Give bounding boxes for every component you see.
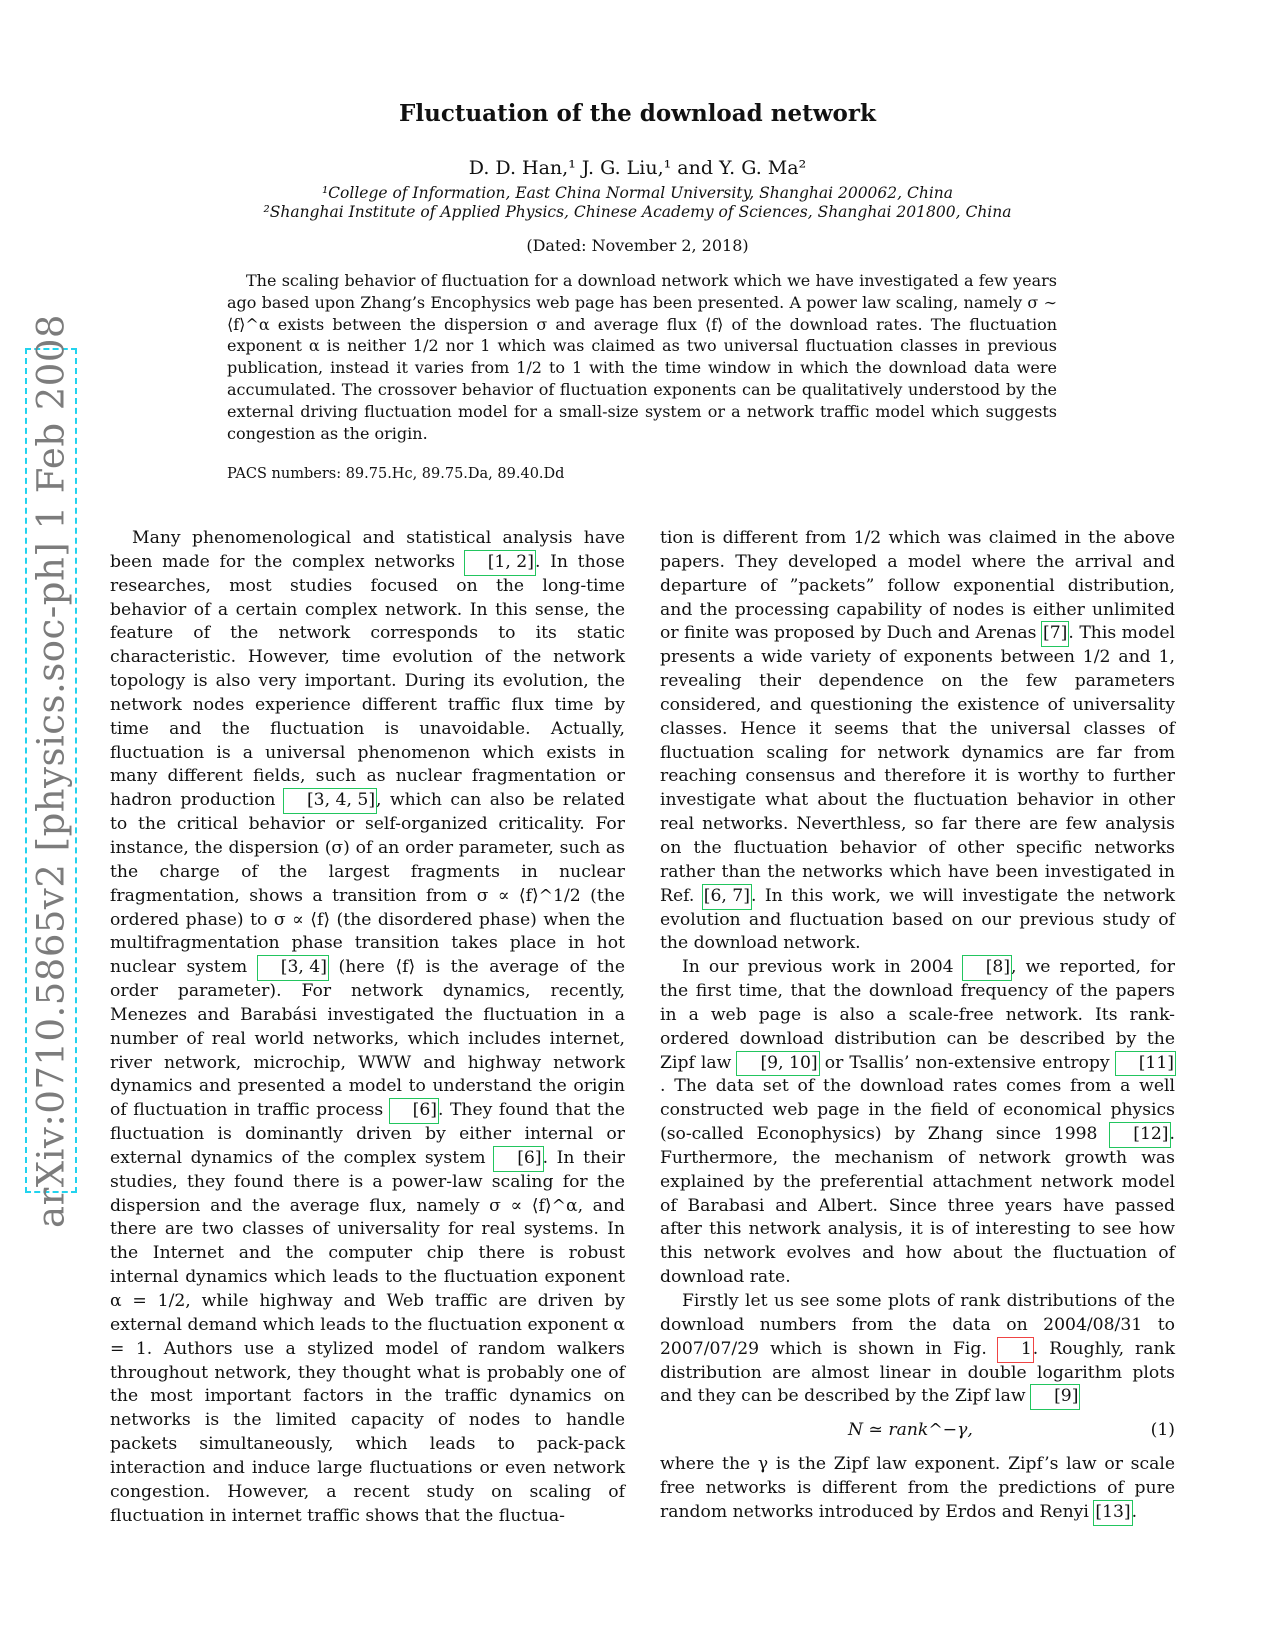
text-run: or Tsallis’ non-extensive entropy — [818, 1052, 1116, 1073]
body-paragraph — [660, 956, 1175, 1290]
arxiv-identifier: arXiv:0710.5865v2 [physics.soc-ph] 1 Feb 2008 — [29, 313, 73, 1228]
text-run: , we reported, for the first time, that the download frequency of the papers in a web page is also a scale-free network. Its rank-ordered download distribution can be described by the Zipf law — [660, 957, 1175, 1073]
affiliation-2: ²Shanghai Institute of Applied Physics, Chinese Academy of Sciences, Shanghai 201800, China — [263, 203, 1012, 221]
citation-link[interactable]: [7] — [1042, 622, 1068, 646]
text-run: . The data set of the download rates comes from a well constructed web page in the field of economical physics (so-called Econophysics) by Zhang since 1998 — [660, 1076, 1175, 1145]
citation-link[interactable]: [3, 4] — [258, 956, 328, 980]
body-paragraph — [660, 1290, 1175, 1409]
text-run: . They found that the fluctuation is dominantly driven by either internal or external dynamics of the complex system — [110, 1100, 625, 1168]
pacs-numbers: PACS numbers: 89.75.Hc, 89.75.Da, 89.40.Dd — [227, 466, 565, 482]
equation-1 — [660, 1409, 1175, 1453]
citation-link[interactable]: [6] — [494, 1147, 542, 1171]
citation-link[interactable]: [3, 4, 5] — [284, 789, 376, 813]
text-run: In our previous work in 2004 — [682, 957, 963, 978]
text-run: (here ⟨f⟩ is the average of the order parameter). For network dynamics, recently, Menezes and Barabási investigated the fluctuation in a number of real world networks, which includes internet, river network, microchip, WWW and highway network dynamics and presented a model to understand the origin of fluctuation in traffic process — [110, 957, 625, 1121]
text-run: . Furthermore, the mechanism of network growth was explained by the preferential attachment network model of Barabasi and Albert. Since three years have passed after this network analysis, it is of interesting to see how this network evolves and how about the fluctuation of download rate. — [660, 1124, 1175, 1288]
text-run: , which can also be related to the critical behavior or self-organized criticality. For instance, the dispersion (σ) of an order parameter, such as the charge of the largest fragments in nuclear fragmentation, shows a transition from σ ∝ ⟨f⟩^1/2 (the ordered phase) to σ ∝ ⟨f⟩ (the disordered phase) when the multifragmentation phase transition takes place in hot nuclear system — [110, 790, 625, 978]
citation-link[interactable]: [12] — [1110, 1123, 1169, 1147]
date-line: (Dated: November 2, 2018) — [526, 236, 749, 255]
equation-number: (1) — [1150, 1420, 1175, 1441]
text-run: tion is different from 1/2 which was claimed in the above papers. They developed a model where the arrival and departure of ”packets” follow exponential distribution, and the processing capability of nodes is either unlimited or finite was proposed by Duch and Arenas — [660, 528, 1175, 644]
equation-body: N ≃ rank^−γ, — [848, 1420, 973, 1441]
right-column — [660, 527, 1175, 1525]
citation-link[interactable]: [9] — [1031, 1385, 1079, 1409]
text-run: where the γ is the Zipf law exponent. Zipf’s law or scale free networks is different from the predictions of pure random networks introduced by Erdos and Renyi — [660, 1454, 1175, 1522]
text-run: Many phenomenological and statistical analysis have been made for the complex networks — [110, 528, 625, 572]
text-run: . — [1131, 1501, 1138, 1522]
text-run: Firstly let us see some plots of rank distributions of the download numbers from the data on 2004/08/31 to 2007/07/29 which is shown in Fig. — [660, 1291, 1175, 1359]
citation-link[interactable]: [11] — [1116, 1052, 1175, 1076]
affiliation-1: ¹College of Information, East China Normal University, Shanghai 200062, China — [321, 184, 954, 202]
body-paragraph — [660, 1453, 1175, 1525]
figure-link[interactable]: 1 — [998, 1338, 1033, 1362]
body-paragraph — [660, 527, 1175, 956]
text-run: . In this work, we will investigate the network evolution and fluctuation based on our previous study of the download network. — [660, 885, 1175, 954]
citation-link[interactable]: [6] — [390, 1099, 438, 1123]
text-run: . Roughly, rank distribution are almost linear in double logarithm plots and they can be described by the Zipf law — [660, 1338, 1176, 1407]
citation-link[interactable]: [6, 7] — [703, 885, 751, 909]
author-list: D. D. Han,¹ J. G. Liu,¹ and Y. G. Ma² — [468, 157, 807, 179]
body-paragraph — [110, 527, 625, 1528]
text-run: . In those researches, most studies focused on the long-time behavior of a certain complex network. In this sense, the feature of the network corresponds to its static characteristic. However, time evolution of the network topology is also very important. During its evolution, the network nodes experience different traffic flux time by time and the fluctuation is unavoidable. Actually, fluctuation is a universal phenomenon which exists in many different fields, such as nuclear fragmentation or hadron production — [110, 551, 625, 811]
left-column — [110, 527, 625, 1528]
text-run: . This model presents a wide variety of exponents between 1/2 and 1, revealing their dependence on the few parameters considered, and questioning the existence of universality classes. Hence it seems that the universal classes of fluctuation scaling for network dynamics are far from reaching consensus and therefore it is worthy to further investigate what about the fluctuation behavior in other real networks. Neverthless, so far there are few analysis on the fluctuation behavior of other specific networks rather than the networks which have been investigated in Ref. — [660, 623, 1175, 906]
citation-link[interactable]: [9, 10] — [737, 1052, 818, 1076]
arxiv-sidebar-stamp[interactable] — [25, 313, 77, 1228]
paper-title: Fluctuation of the download network — [399, 100, 876, 127]
citation-link[interactable]: [8] — [963, 956, 1011, 980]
citation-link[interactable]: [13] — [1094, 1501, 1131, 1525]
citation-link[interactable]: [1, 2] — [465, 551, 535, 575]
text-run: . In their studies, they found there is a power-law scaling for the dispersion and the average flux, namely σ ∝ ⟨f⟩^α, and there are two classes of universality for real systems. In the Internet and the computer chip there is robust internal dynamics which leads to the fluctuation exponent α = 1/2, while highway and Web traffic are driven by external demand which leads to the fluctuation exponent α = 1. Authors use a stylized model of random walkers throughout network, they thought what is probably one of the most important factors in the traffic dynamics on networks is the limited capacity of nodes to handle packets simultaneously, which leads to pack-pack interaction and induce large fluctuations or even network congestion. However, a recent study on scaling of fluctuation in internet traffic shows that the fluctua- — [110, 1147, 625, 1526]
abstract: The scaling behavior of fluctuation for a download network which we have investigated a few years ago based upon Zhang’s Encophysics web page has been presented. A power law scaling, namely σ ∼ ⟨f⟩^α exists between the dispersion σ and average flux ⟨f⟩ of the download rates. The fluctuation exponent α is neither 1/2 nor 1 which was claimed as two universal fluctuation classes in previous publication, instead it varies from 1/2 to 1 with the time window in which the download data were accumulated. The crossover behavior of fluctuation exponents can be qualitatively understood by the external driving fluctuation model for a small-size system or a network traffic model which suggests congestion as the origin. — [227, 271, 1057, 443]
